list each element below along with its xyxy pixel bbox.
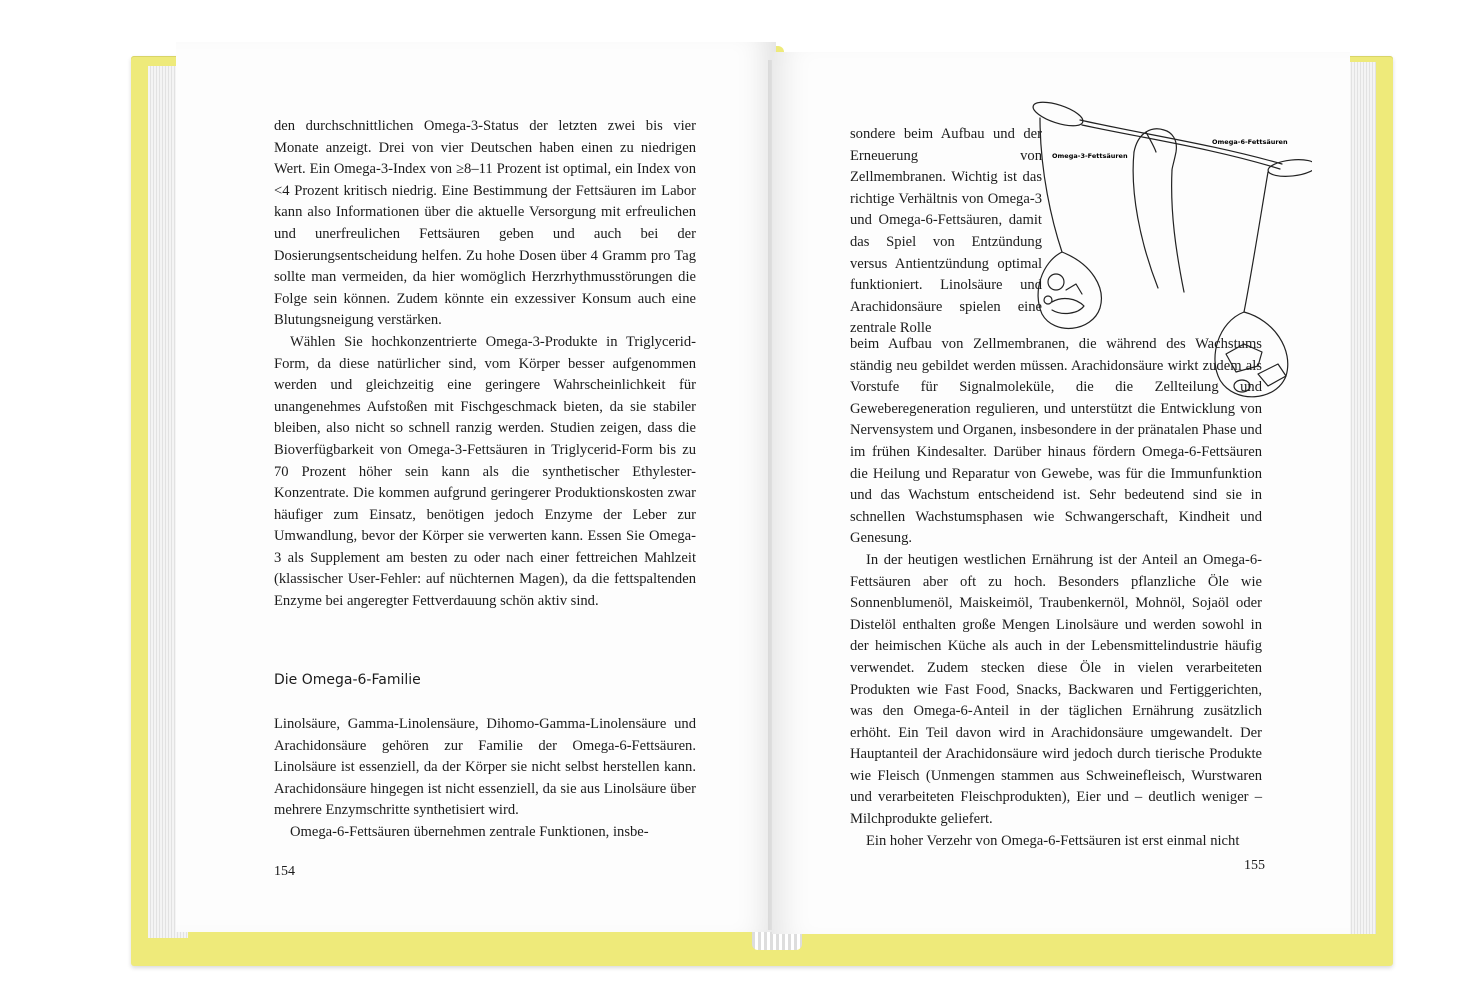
page-number-right: 155 xyxy=(1244,858,1265,873)
section-heading: Die Omega-6-Familie xyxy=(274,672,421,688)
paragraph: sondere beim Aufbau und der Erneuerung von Zellmembranen. Wichtig ist das richtige Verhältnis von Omega-3 und Omega-6-Fettsäuren, damit das Spiel von Entzündung versus Antientzündung optimal funktioniert. Linolsäure und Arachidonsäure spielen eine zentrale Rolle xyxy=(850,126,1042,337)
paragraph: Wählen Sie hochkonzentrierte Omega-3-Produkte in Triglycerid-Form, da diese natürlicher sind, vom Körper besser aufgenommen werden und gleichzeitig eine geringere Wahrscheinlichkeit für unangenehmes Aufstoßen mit Fischgeschmack bieten, da sie stabiler bleiben, also nicht so schnell ranzig werden. Studien zeigen, dass die Bioverfügbarkeit von Omega-3-Fettsäuren in Triglycerid-Form bis zu 70 Prozent höher sein kann als die synthetischer Ethylester-Konzentrate. Die kommen aufgrund geringerer Produktionskosten zwar häufiger zum Einsatz, benötigen jedoch Enzyme der Leber zur Umwandlung, bevor der Körper sie verwerten kann. Essen Sie Omega-3 als Supplement am besten zu oder nach einer fettreichen Mahlzeit (klassischer User-Fehler: auf nüchternen Magen), da die fettspaltenden Enzyme bei angeregter Fettverdauung schön aktiv sind. xyxy=(274,333,696,610)
paragraph: den durchschnittlichen Omega-3-Status der letzten zwei bis vier Monate anzeigt. Drei von vier Deutschen haben einen zu niedrigen Wert. Ein Omega-3-Index von ≥8–11 Prozent ist optimal, ein Index von <4 Prozent kritisch niedrig. Eine Bestimmung der Fettsäuren im Labor kann also Informationen über die aktuelle Versorgung mit erfreulichen und unerfreulichen Fettsäuren geben und auch bei der Dosierungsentscheidung helfen. Zu hohe Dosen über 4 Gramm pro Tag sollte man vermeiden, da hier womöglich Herzrhythmusstörungen die Folge sein können. Zudem könnte ein exzessiver Konsum auch eine Blutungsneigung verstärken. xyxy=(274,118,696,329)
left-page xyxy=(176,42,776,932)
right-page xyxy=(772,52,1350,934)
paragraph: Linolsäure, Gamma-Linolensäure, Dihomo-Gamma-Linolensäure und Arachidonsäure gehören zur Familie der Omega-6-Fettsäuren. Linolsäure ist essenziell, da der Körper sie nicht selbst herstellen kann. Arachidonsäure hingegen ist nicht essenziell, da sie aus Linolsäure über mehrere Enzymschritte synthetisiert wird. xyxy=(274,716,696,819)
paragraph: Omega-6-Fettsäuren übernehmen zentrale Funktionen, insbe- xyxy=(290,823,649,840)
paragraph: Ein hoher Verzehr von Omega-6-Fettsäuren ist erst einmal nicht xyxy=(866,832,1240,849)
right-page-wrap-text xyxy=(850,124,1042,340)
label-omega-6: Omega-6-Fettsäuren xyxy=(1212,138,1288,146)
left-page-body-bottom xyxy=(274,714,696,844)
paragraph: beim Aufbau von Zellmembranen, die während des Wachstums ständig neu gebildet werden müssen. Arachidonsäure wirkt zudem als Vorstufe für Signalmoleküle, die die Zellteilung und Geweberegeneration regulieren, und unterstützt die Entwicklung von Nervensystem und Organen, insbesondere in der pränatalen Phase und im frühen Kindesalter. Darüber hinaus fördern Omega-6-Fettsäuren die Heilung und Reparatur von Gewebe, was für die Immunfunktion und das Wachstum entscheidend ist. Sehr bedeutend sind sie in schnellen Wachstumsphasen wie Schwangerschaft, Kindheit und Genesung. xyxy=(850,336,1262,547)
left-page-body-top xyxy=(274,116,696,613)
label-omega-3: Omega-3-Fettsäuren xyxy=(1052,152,1128,160)
paragraph: In der heutigen westlichen Ernährung ist der Anteil an Omega-6-Fettsäuren aber oft zu hoch. Besonders pflanzliche Öle wie Sonnenblumenöl, Maiskeimöl, Traubenkernöl, Mohnöl, Sojaöl oder Distelöl enthalten große Mengen Linolsäure und werden sowohl in der heimischen Küche als auch in der Lebensmittelindustrie häufig verwendet. Zudem stecken diese Öle in vielen verarbeiteten Produkten wie Fast Food, Snacks, Backwaren und Fertiggerichten, was den Omega-6-Anteil in der täglichen Ernährung zusätzlich erhöht. Ein Teil davon wird in Arachidonsäure umgewandelt. Der Hauptanteil der Arachidonsäure wird jedoch durch tierische Produkte wie Fleisch (Unmengen stammen aus Schweinefleisch, Wurstwaren und verarbeiteten Fleischprodukten), Eier und – deutlich weniger – Milchprodukte geliefert. xyxy=(850,551,1262,828)
page-number-left: 154 xyxy=(274,864,295,879)
right-page-body xyxy=(850,334,1262,852)
